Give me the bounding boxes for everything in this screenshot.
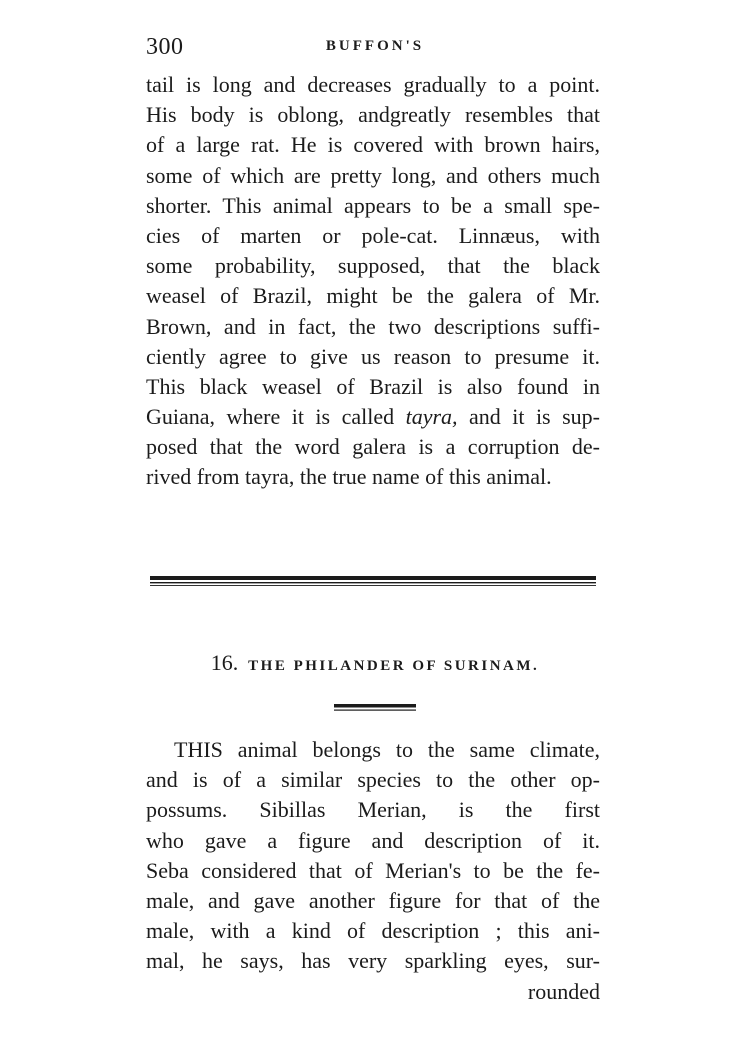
text-line: rived from tayra, the true name of this animal. (146, 464, 552, 490)
text-line: posed that the word galera is a corruption de- (146, 434, 600, 460)
text-line: and is of a similar species to the other op- (146, 767, 600, 793)
text-line: of a large rat. He is covered with brown hairs, (146, 132, 600, 158)
text-line: weasel of Brazil, might be the galera of Mr. (146, 283, 600, 309)
text-line: mal, he says, has very sparkling eyes, sur- (146, 948, 600, 974)
text-line: some of which are pretty long, and others much (146, 162, 600, 188)
text-line: Seba considered that of Merian's to be the fe- (146, 857, 600, 883)
italic-word-tayra: tayra, (405, 404, 458, 430)
section-number: 16. (210, 650, 239, 675)
text-line: ciently agree to give us reason to presume it. (146, 343, 600, 369)
text-line: tail is long and decreases gradually to a point. (146, 72, 600, 97)
page-number: 300 (146, 34, 184, 60)
text-line: cies of marten or pole-cat. Linnæus, with (146, 222, 600, 248)
text-line: This black weasel of Brazil is also found in (146, 373, 600, 399)
running-head: BUFFON'S (325, 38, 425, 54)
text-line: male, with a kind of description ; this ani- (146, 918, 600, 944)
text-segment: Guiana, where it is called (146, 404, 406, 430)
section-title: THE PHILANDER OF SURINAM. (248, 658, 540, 674)
text-line: THIS animal belongs to the same climate, (174, 737, 600, 762)
section-heading (0, 650, 750, 676)
paragraph-philander (146, 735, 600, 1007)
catchword: rounded (527, 978, 600, 1004)
text-line: His body is oblong, andgreatly resembles that (146, 102, 600, 128)
text-line: male, and gave another figure for that of the (146, 887, 600, 913)
text-line: Brown, and in fact, the two descriptions suffi- (146, 313, 600, 339)
text-segment: and it is sup- (457, 404, 600, 430)
heading-underline-rule (334, 703, 416, 713)
section-divider-rule (150, 574, 596, 588)
text-line: some probability, supposed, that the black (146, 253, 600, 279)
text-line-with-italic (146, 402, 600, 432)
text-line: possums. Sibillas Merian, is the first (146, 797, 600, 823)
text-line: who gave a figure and description of it. (146, 827, 600, 853)
paragraph-galera-end (146, 70, 600, 493)
text-line: shorter. This animal appears to be a small spe- (146, 192, 600, 218)
